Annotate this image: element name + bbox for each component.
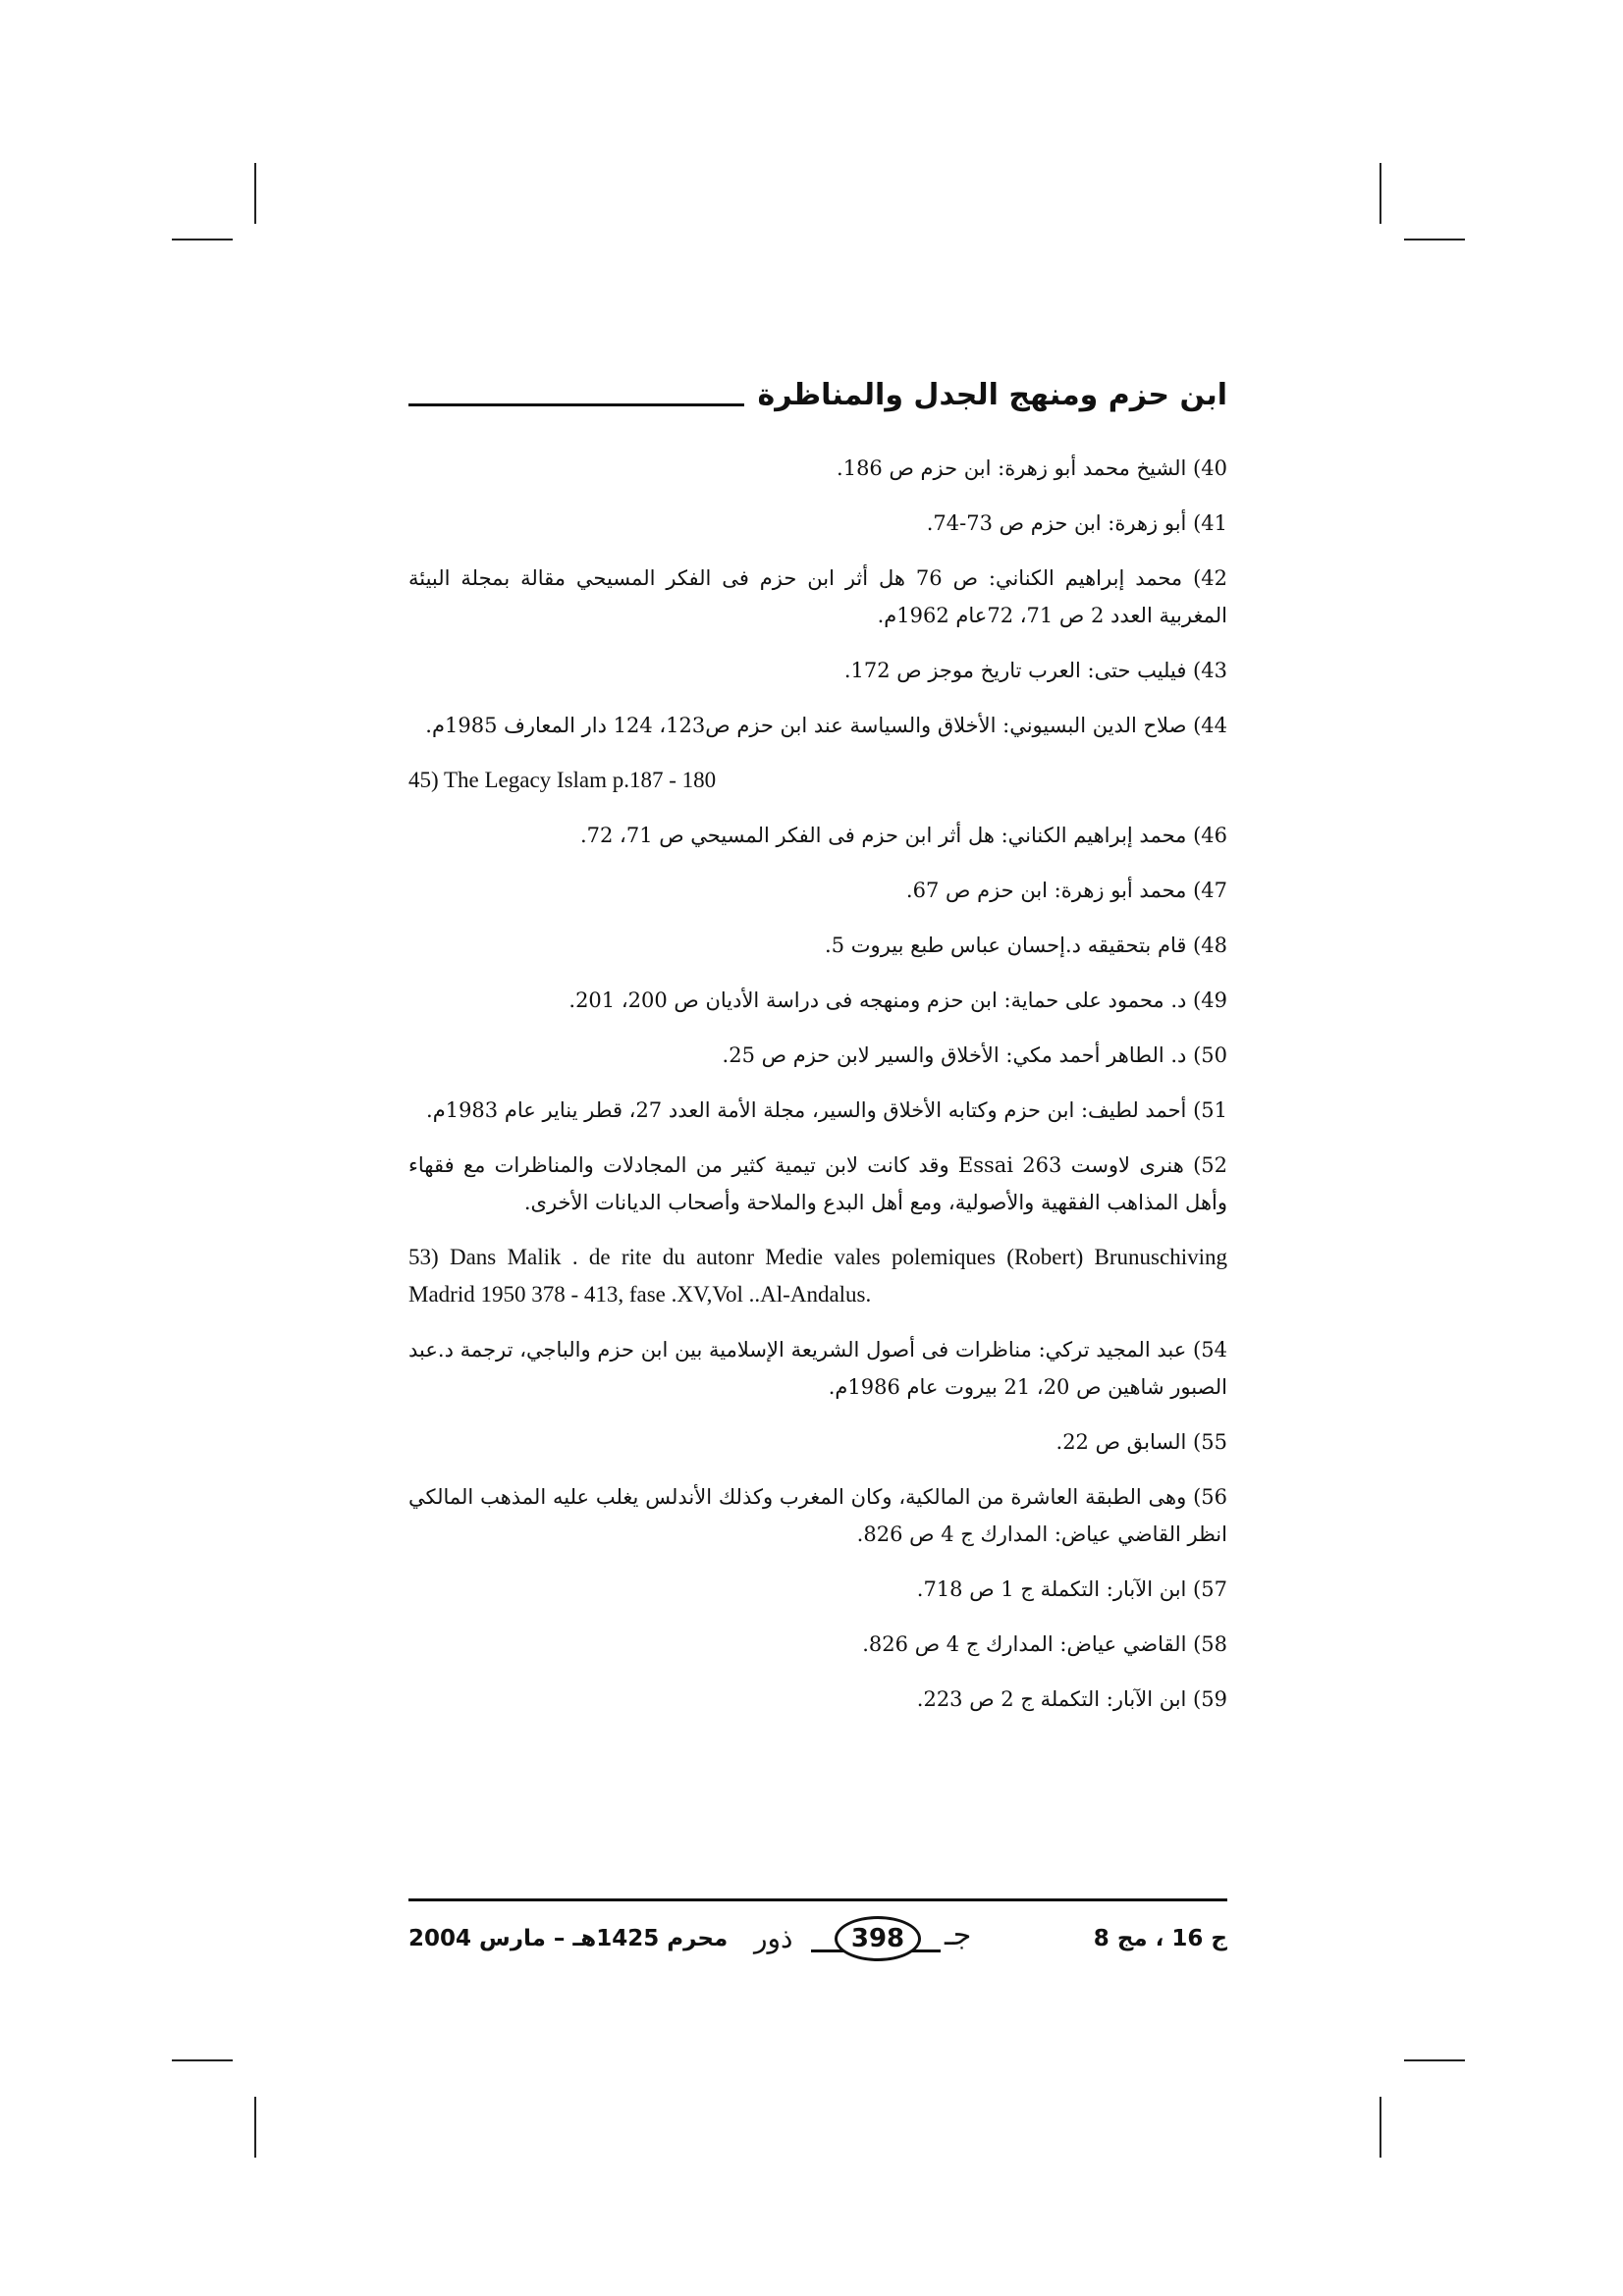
endnote: 48) قام بتحقيقه د.إحسان عباس طبع بيروت 5. <box>825 934 1227 957</box>
endnote: 53) Dans Malik . de rite du autonr Medie vales polemiques (Robert) Brunuschiving Madrid 1950 378 - 413, fase .XV,Vol ..Al-Andalus. <box>408 1245 1227 1307</box>
endnote: 44) صلاح الدين البسيوني: الأخلاق والسياسة عند ابن حزم ص123، 124 دار المعارف 1985م. <box>425 714 1227 737</box>
crop-mark <box>1404 239 1465 240</box>
journal-name: ذور <box>754 1922 793 1954</box>
header-rule <box>408 403 744 406</box>
endnote: 42) محمد إبراهيم الكناني: ص 76 هل أثر ابن حزم فى الفكر المسيحي مقالة بمجلة البيئة المغربية العدد 2 ص 71، 72عام 1962م. <box>408 566 1228 627</box>
crop-mark <box>172 2059 233 2061</box>
journal-logo <box>754 1914 990 1969</box>
crop-mark <box>254 163 256 224</box>
crop-mark <box>1380 2097 1381 2158</box>
crop-mark <box>1404 2059 1465 2061</box>
endnote: 49) د. محمود على حماية: ابن حزم ومنهجه فى دراسة الأديان ص 200، 201. <box>568 988 1227 1012</box>
page-title: ابن حزم ومنهج الجدل والمناظرة <box>757 378 1227 412</box>
crop-mark <box>172 239 233 240</box>
endnote: 57) ابن الآبار: التكملة ج 1 ص 718. <box>916 1577 1227 1601</box>
issue-volume: ج 16 ، مج 8 <box>1093 1926 1227 1951</box>
endnote: 58) القاضي عياض: المدارك ج 4 ص 826. <box>862 1632 1227 1656</box>
endnote: 40) الشيخ محمد أبو زهرة: ابن حزم ص 186. <box>837 456 1227 480</box>
endnote: 56) وهى الطبقة العاشرة من المالكية، وكان المغرب وكذلك الأندلس يغلب عليه المذهب المالكي انظر القاضي عياض: المدارك ج 4 ص 826. <box>408 1485 1227 1546</box>
endnote: 43) فيليب حتى: العرب تاريخ موجز ص 172. <box>843 659 1227 682</box>
endnote: 50) د. الطاهر أحمد مكي: الأخلاق والسير لابن حزم ص 25. <box>722 1043 1227 1067</box>
footer-rule <box>408 1898 1227 1901</box>
endnote: 59) ابن الآبار: التكملة ج 2 ص 223. <box>916 1687 1227 1711</box>
running-header <box>408 371 1227 410</box>
endnote: 47) محمد أبو زهرة: ابن حزم ص 67. <box>905 879 1227 902</box>
endnote: 54) عبد المجيد تركي: مناظرات فى أصول الشريعة الإسلامية بين ابن حزم والباجي، ترجمة د.عبد الصبور شاهين ص 20، 21 بيروت عام 1986م. <box>408 1338 1227 1399</box>
journal-initial: جـ <box>945 1918 972 1952</box>
crop-mark <box>1380 163 1381 224</box>
endnote: 52) هنرى لاوست Essai 263 وقد كانت لابن تيمية كثير من المجادلات والمناظرات مع فقهاء وأهل المذاهب الفقهية والأصولية، ومع أهل البدع والملاحة وأصحاب الديانات الأخرى. <box>408 1153 1227 1214</box>
issue-date: محرم 1425هـ – مارس 2004 <box>408 1926 729 1951</box>
crop-mark <box>254 2097 256 2158</box>
endnote: 46) محمد إبراهيم الكناني: هل أثر ابن حزم فى الفكر المسيحي ص 71، 72. <box>579 824 1227 847</box>
endnotes-list <box>408 450 1227 1855</box>
endnote: 41) أبو زهرة: ابن حزم ص 73-74. <box>926 511 1227 535</box>
endnote: 55) السابق ص 22. <box>1055 1430 1227 1454</box>
page-footer <box>408 1914 1227 1973</box>
page-number: 398 <box>835 1916 921 1961</box>
endnote: 51) أحمد لطيف: ابن حزم وكتابه الأخلاق والسير، مجلة الأمة العدد 27، قطر يناير عام 1983م. <box>426 1098 1227 1122</box>
endnote: 45) The Legacy Islam p.187 - 180 <box>408 768 717 792</box>
